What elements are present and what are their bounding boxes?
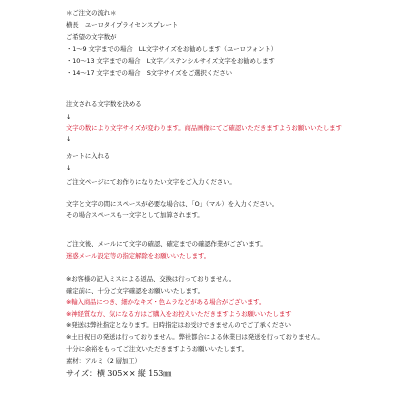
step-enter-text: ご注文ページにてお作りになりたい文字をご入力ください。 — [66, 178, 236, 186]
sensitive-warning: ※神経質な方、気になる方はご購入をお控えいただきますようお願いいたします — [66, 310, 292, 318]
size-option-1: ・1～9 文字までの場合 LL文字サイズをお勧めします（ユーロフォント） — [66, 45, 277, 53]
shipping-note: ※発送は弊社指定となります。日時指定はお受けできませんのでご了承ください — [66, 321, 291, 329]
space-count-note: その場合スペースも一文字として加算されます。 — [66, 211, 204, 219]
size-option-2: ・10～13 文字までの場合 L文字／ステンシルサイズ文字をお勧めします — [66, 57, 275, 65]
size-intro: ご希望の文字数が — [66, 33, 117, 41]
flow-arrow: ↓ — [66, 135, 72, 143]
spam-warning: 迷惑メール設定等の指定解除をお願いいたします。 — [66, 252, 211, 260]
import-warning: ※輸入商品につき、細かなキズ・色ムラなどがある場合がございます。 — [66, 298, 266, 306]
product-name: 横長 ユーロタイプライセンスプレート — [66, 21, 179, 29]
no-return-note: ※お客様の記入ミスによる返品、交換は行っておりません。 — [66, 275, 236, 283]
flow-arrow: ↓ — [66, 164, 72, 172]
step-decide-count: 注文される文字数を決める — [66, 100, 142, 108]
space-note: 文字と文字の間にスペースが必要な場合は、「O」（マル）を入力ください。 — [66, 200, 279, 208]
step-add-to-cart: カートに入れる — [66, 152, 111, 160]
size-spec: サイズ：横 305×× 縦 153㎜ — [66, 369, 172, 378]
section-title: ＊ご注文の流れ＊ — [66, 9, 117, 17]
order-early-note: 十分に余裕をもってご注文いただきますようお願いいたします。 — [66, 345, 248, 353]
size-warning: 文字の数により文字サイズが変わります。商品画像にてご確認いただきますようお願いいたします — [66, 124, 342, 132]
flow-arrow: ↓ — [66, 113, 72, 121]
confirm-note: 確定前に、十分ご文字確認をお願いいたします。 — [66, 287, 204, 295]
weekend-note: ※土日祝日の発送は行っておりません。弊社都合による休業日は発送を行っておりません。 — [66, 333, 324, 341]
email-confirm-note: ご注文後、メールにて文字の確認、確定までの確認作業がございます。 — [66, 240, 267, 248]
size-option-3: ・14～17 文字までの場合 S文字サイズをご選択ください — [66, 69, 232, 77]
material-spec: 素材：アルミ（2 層加工） — [66, 357, 141, 365]
